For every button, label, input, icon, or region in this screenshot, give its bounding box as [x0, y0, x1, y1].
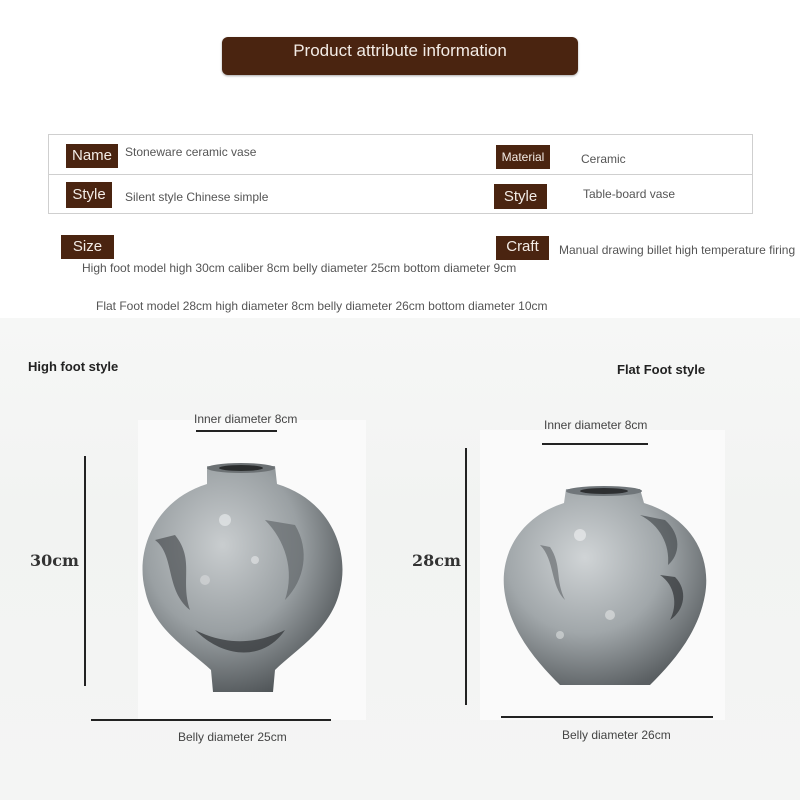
flat-foot-height: 28cm: [412, 551, 461, 570]
high-foot-vase-image: [135, 460, 350, 710]
material-tag: Material: [496, 145, 550, 169]
flat-foot-inner-diameter: Inner diameter 8cm: [544, 418, 648, 432]
size-line-flat-foot: Flat Foot model 28cm high diameter 8cm belly diameter 26cm bottom diameter 10cm: [96, 299, 548, 313]
flat-foot-belly-diameter: Belly diameter 26cm: [562, 728, 671, 742]
flat-foot-belly-line: [501, 716, 713, 718]
name-tag: Name: [66, 144, 118, 168]
table-divider: [49, 174, 752, 175]
flat-foot-inner-line: [542, 443, 648, 445]
section-title: Product attribute information: [293, 41, 507, 60]
style2-tag: Style: [494, 184, 547, 209]
high-foot-inner-line: [196, 430, 277, 432]
high-foot-belly-diameter: Belly diameter 25cm: [178, 730, 287, 744]
style-value: Silent style Chinese simple: [125, 190, 269, 204]
high-foot-inner-diameter: Inner diameter 8cm: [194, 412, 298, 426]
flat-foot-height-line: [465, 448, 467, 705]
flat-foot-vase-image: [500, 485, 710, 695]
flat-foot-label: Flat Foot style: [617, 362, 706, 377]
craft-value: Manual drawing billet high temperature firing: [559, 243, 796, 257]
section-title-banner: [222, 37, 578, 75]
high-foot-label: High foot style: [28, 359, 119, 374]
size-tag: Size: [61, 235, 114, 259]
name-value: Stoneware ceramic vase: [125, 145, 257, 159]
size-line-high-foot: High foot model high 30cm caliber 8cm belly diameter 25cm bottom diameter 9cm: [82, 261, 517, 275]
high-foot-belly-line: [91, 719, 331, 721]
style2-value: Table-board vase: [583, 187, 676, 201]
high-foot-height-line: [84, 456, 86, 686]
material-value: Ceramic: [581, 152, 626, 166]
high-foot-height: 30cm: [30, 551, 79, 570]
craft-tag: Craft: [496, 236, 549, 260]
style-tag: Style: [66, 182, 112, 208]
